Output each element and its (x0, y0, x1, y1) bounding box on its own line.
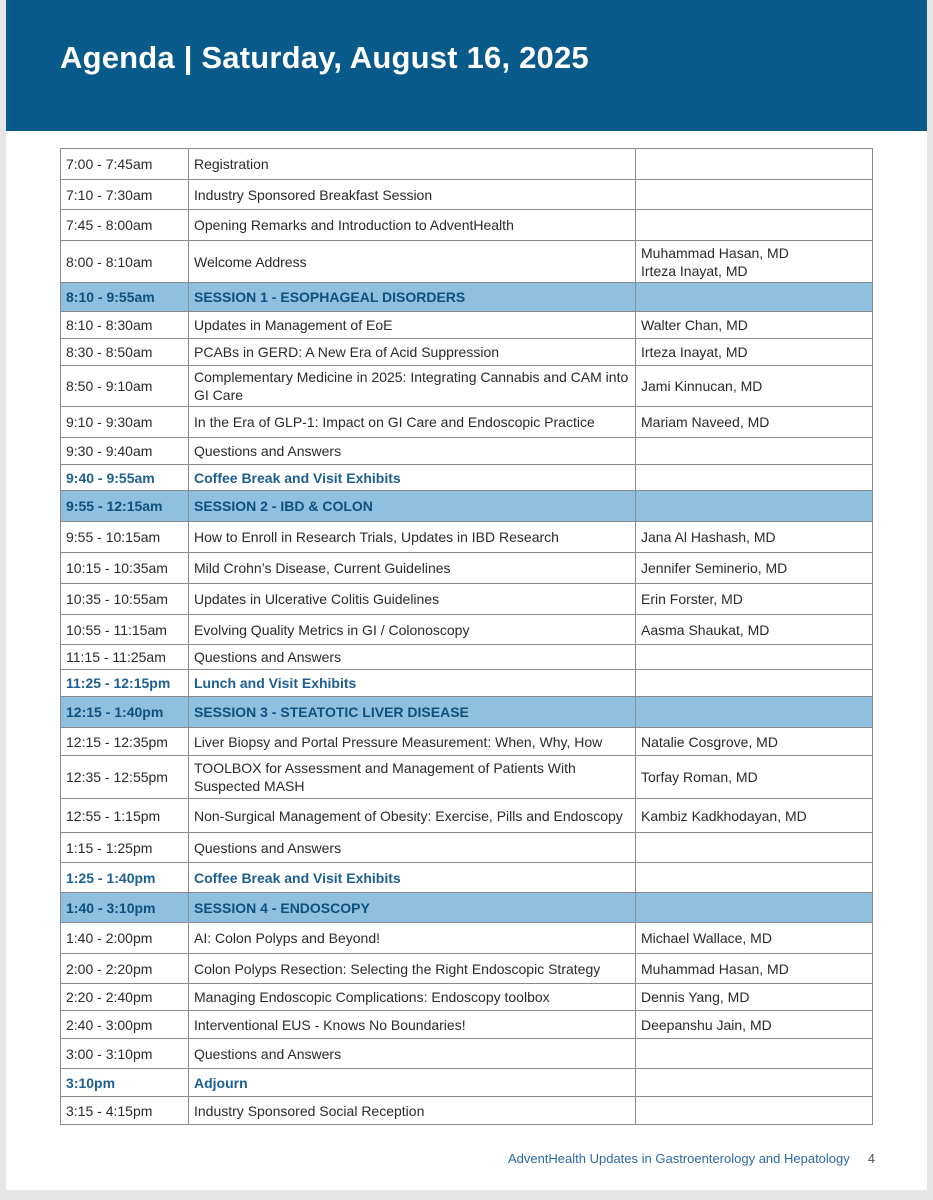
agenda-speakers (636, 339, 873, 366)
agenda-row (61, 728, 873, 756)
agenda-time: 2:40 - 3:00pm (61, 1011, 189, 1039)
agenda-speakers (636, 210, 873, 241)
speaker-name: Dennis Yang, MD (641, 989, 750, 1005)
break-row (61, 863, 873, 893)
agenda-time: 9:30 - 9:40am (61, 438, 189, 465)
agenda-time: 9:40 - 9:55am (61, 465, 189, 491)
agenda-time: 7:00 - 7:45am (61, 149, 189, 180)
agenda-time: 1:40 - 2:00pm (61, 923, 189, 954)
speaker-name: Kambiz Kadkhodayan, MD (641, 807, 807, 824)
agenda-row (61, 149, 873, 180)
agenda-row (61, 553, 873, 584)
speaker-name: Torfay Roman, MD (641, 769, 758, 785)
agenda-time: 8:10 - 8:30am (61, 312, 189, 339)
agenda-row (61, 407, 873, 438)
agenda-speakers (636, 283, 873, 312)
agenda-speakers (636, 465, 873, 491)
agenda-time: 11:15 - 11:25am (61, 645, 189, 670)
agenda-speakers (636, 180, 873, 210)
agenda-time: 8:00 - 8:10am (61, 241, 189, 283)
agenda-row (61, 584, 873, 615)
agenda-title: Questions and Answers (189, 833, 636, 863)
agenda-time: 2:00 - 2:20pm (61, 954, 189, 984)
agenda-time: 1:25 - 1:40pm (61, 863, 189, 893)
agenda-title: Lunch and Visit Exhibits (189, 670, 636, 697)
agenda-time: 3:00 - 3:10pm (61, 1039, 189, 1069)
agenda-speakers (636, 923, 873, 954)
agenda-title: Questions and Answers (189, 645, 636, 670)
agenda-speakers (636, 584, 873, 615)
agenda-title: In the Era of GLP-1: Impact on GI Care and Endoscopic Practice (189, 407, 636, 438)
agenda-row (61, 799, 873, 833)
agenda-time: 10:15 - 10:35am (61, 553, 189, 584)
agenda-time: 1:15 - 1:25pm (61, 833, 189, 863)
agenda-table (60, 148, 873, 1125)
session-header-row (61, 893, 873, 923)
agenda-speakers (636, 833, 873, 863)
agenda-title: PCABs in GERD: A New Era of Acid Suppression (189, 339, 636, 366)
agenda-time: 12:15 - 1:40pm (61, 697, 189, 728)
agenda-row (61, 1097, 873, 1125)
agenda-time: 8:30 - 8:50am (61, 339, 189, 366)
agenda-title: Colon Polyps Resection: Selecting the Right Endoscopic Strategy (189, 954, 636, 984)
agenda-time: 2:20 - 2:40pm (61, 984, 189, 1011)
agenda-row (61, 1039, 873, 1069)
agenda-time: 12:15 - 12:35pm (61, 728, 189, 756)
agenda-speakers (636, 670, 873, 697)
agenda-time: 10:35 - 10:55am (61, 584, 189, 615)
agenda-title: SESSION 1 - ESOPHAGEAL DISORDERS (189, 283, 636, 312)
agenda-row (61, 954, 873, 984)
agenda-page (6, 0, 927, 1190)
agenda-title: Questions and Answers (189, 438, 636, 465)
agenda-time: 10:55 - 11:15am (61, 615, 189, 645)
agenda-speakers (636, 645, 873, 670)
break-row (61, 1069, 873, 1097)
speaker-name: Muhammad Hasan, MD (641, 244, 789, 261)
agenda-time: 9:55 - 10:15am (61, 522, 189, 553)
agenda-speakers (636, 1097, 873, 1125)
agenda-speakers (636, 312, 873, 339)
agenda-speakers (636, 1011, 873, 1039)
session-header-row (61, 283, 873, 312)
agenda-speakers (636, 522, 873, 553)
agenda-speakers (636, 241, 873, 283)
agenda-speakers (636, 756, 873, 799)
agenda-title: SESSION 2 - IBD & COLON (189, 491, 636, 522)
agenda-speakers (636, 615, 873, 645)
agenda-speakers (636, 1039, 873, 1069)
agenda-time: 3:15 - 4:15pm (61, 1097, 189, 1125)
agenda-title: Updates in Management of EoE (189, 312, 636, 339)
agenda-row (61, 1011, 873, 1039)
agenda-title: TOOLBOX for Assessment and Management of Patients With Suspected MASH (189, 756, 636, 799)
page-number: 4 (867, 1151, 875, 1166)
speaker-name: Michael Wallace, MD (641, 930, 772, 946)
break-row (61, 670, 873, 697)
agenda-title: Managing Endoscopic Complications: Endoscopy toolbox (189, 984, 636, 1011)
speaker-name: Jana Al Hashash, MD (641, 529, 776, 545)
speaker-name: Irteza Inayat, MD (641, 262, 748, 279)
session-header-row (61, 697, 873, 728)
agenda-row (61, 923, 873, 954)
speaker-name: Deepanshu Jain, MD (641, 1016, 772, 1033)
agenda-title: Adjourn (189, 1069, 636, 1097)
agenda-time: 12:35 - 12:55pm (61, 756, 189, 799)
header-banner (6, 0, 927, 131)
publication-name: AdventHealth Updates in Gastroenterology and Hepatology (507, 1151, 850, 1166)
agenda-row (61, 833, 873, 863)
agenda-speakers (636, 553, 873, 584)
agenda-row (61, 366, 873, 407)
agenda-speakers (636, 1069, 873, 1097)
agenda-time: 8:10 - 9:55am (61, 283, 189, 312)
agenda-table-body (61, 149, 873, 1125)
agenda-row (61, 645, 873, 670)
agenda-title: Complementary Medicine in 2025: Integrating Cannabis and CAM into GI Care (189, 366, 636, 407)
agenda-row (61, 210, 873, 241)
agenda-title: Coffee Break and Visit Exhibits (189, 465, 636, 491)
agenda-time: 9:55 - 12:15am (61, 491, 189, 522)
speaker-name: Natalie Cosgrove, MD (641, 733, 778, 750)
agenda-speakers (636, 438, 873, 465)
agenda-speakers (636, 149, 873, 180)
agenda-row (61, 756, 873, 799)
agenda-speakers (636, 893, 873, 923)
agenda-speakers (636, 728, 873, 756)
agenda-row (61, 339, 873, 366)
agenda-title: AI: Colon Polyps and Beyond! (189, 923, 636, 954)
break-row (61, 465, 873, 491)
page-footer (508, 1151, 875, 1166)
agenda-speakers (636, 863, 873, 893)
agenda-title: Questions and Answers (189, 1039, 636, 1069)
agenda-title: Registration (189, 149, 636, 180)
agenda-title: SESSION 4 - ENDOSCOPY (189, 893, 636, 923)
agenda-title: SESSION 3 - STEATOTIC LIVER DISEASE (189, 697, 636, 728)
agenda-time: 11:25 - 12:15pm (61, 670, 189, 697)
agenda-title: Welcome Address (189, 241, 636, 283)
agenda-speakers (636, 491, 873, 522)
speaker-name: Erin Forster, MD (641, 591, 743, 607)
agenda-title: Interventional EUS - Knows No Boundaries! (189, 1011, 636, 1039)
agenda-title: Non-Surgical Management of Obesity: Exercise, Pills and Endoscopy (189, 799, 636, 833)
agenda-row (61, 241, 873, 283)
agenda-speakers (636, 954, 873, 984)
agenda-title: How to Enroll in Research Trials, Updates in IBD Research (189, 522, 636, 553)
speaker-name: Walter Chan, MD (641, 317, 748, 333)
agenda-speakers (636, 407, 873, 438)
agenda-speakers (636, 366, 873, 407)
agenda-title: Industry Sponsored Breakfast Session (189, 180, 636, 210)
agenda-title: Opening Remarks and Introduction to AdventHealth (189, 210, 636, 241)
agenda-row (61, 522, 873, 553)
agenda-time: 3:10pm (61, 1069, 189, 1097)
agenda-row (61, 312, 873, 339)
agenda-speakers (636, 799, 873, 833)
speaker-name: Irteza Inayat, MD (641, 344, 748, 360)
agenda-title: Mild Crohn’s Disease, Current Guidelines (189, 553, 636, 584)
agenda-row (61, 984, 873, 1011)
agenda-time: 12:55 - 1:15pm (61, 799, 189, 833)
agenda-row (61, 180, 873, 210)
speaker-name: Muhammad Hasan, MD (641, 960, 789, 977)
page-title: Agenda | Saturday, August 16, 2025 (60, 40, 589, 75)
speaker-name: Jennifer Seminerio, MD (641, 560, 788, 576)
agenda-speakers (636, 697, 873, 728)
agenda-time: 7:45 - 8:00am (61, 210, 189, 241)
agenda-speakers (636, 984, 873, 1011)
agenda-title: Updates in Ulcerative Colitis Guidelines (189, 584, 636, 615)
agenda-title: Industry Sponsored Social Reception (189, 1097, 636, 1125)
speaker-name: Jami Kinnucan, MD (641, 378, 763, 394)
agenda-time: 1:40 - 3:10pm (61, 893, 189, 923)
agenda-time: 7:10 - 7:30am (61, 180, 189, 210)
agenda-title: Coffee Break and Visit Exhibits (189, 863, 636, 893)
speaker-name: Aasma Shaukat, MD (641, 621, 770, 638)
agenda-title: Evolving Quality Metrics in GI / Colonoscopy (189, 615, 636, 645)
speaker-name: Mariam Naveed, MD (641, 414, 770, 430)
agenda-title: Liver Biopsy and Portal Pressure Measurement: When, Why, How (189, 728, 636, 756)
session-header-row (61, 491, 873, 522)
agenda-row (61, 615, 873, 645)
agenda-time: 9:10 - 9:30am (61, 407, 189, 438)
agenda-time: 8:50 - 9:10am (61, 366, 189, 407)
agenda-row (61, 438, 873, 465)
